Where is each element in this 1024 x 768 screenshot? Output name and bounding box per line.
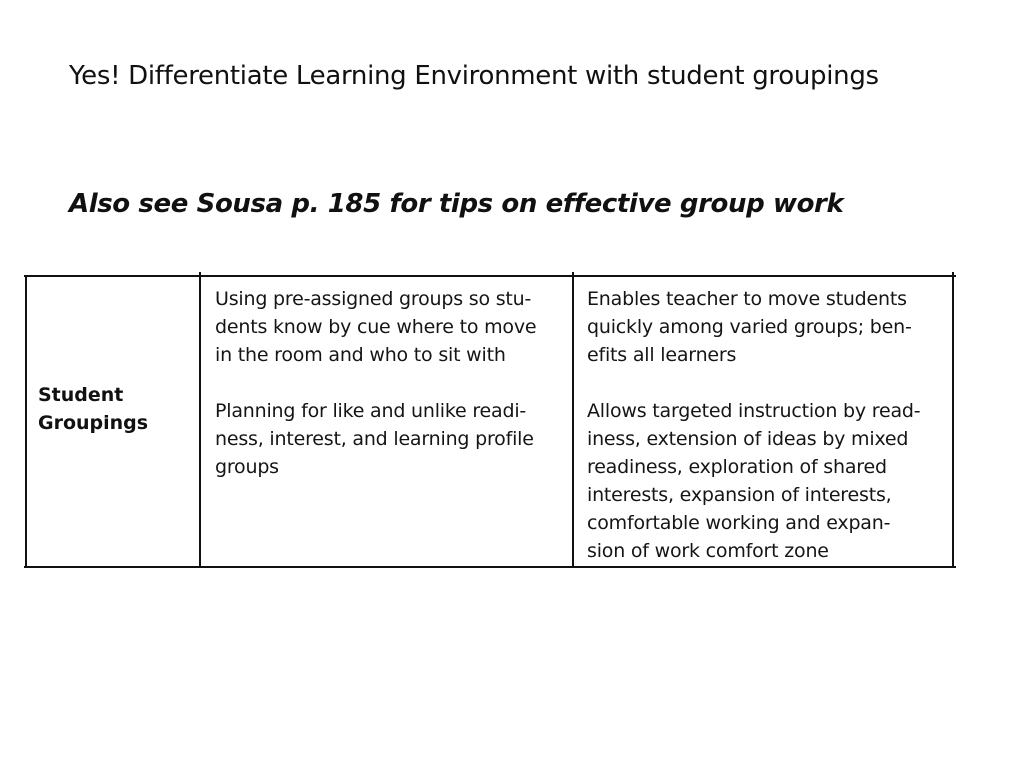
benefit-line: interests, expansion of interests,	[587, 484, 892, 506]
table-top-border	[24, 275, 956, 277]
strategy-line: Planning for like and unlike readi-	[215, 400, 527, 422]
table-column-divider-1	[199, 272, 201, 568]
strategy-line: Using pre-assigned groups so stu-	[215, 288, 532, 310]
table-column-divider-2	[572, 272, 574, 568]
benefit-line: sion of work comfort zone	[587, 540, 829, 562]
benefit-line: iness, extension of ideas by mixed	[587, 428, 909, 450]
strategy-line: in the room and who to sit with	[215, 344, 506, 366]
strategy-cell-2	[215, 397, 565, 481]
benefit-line: comfortable working and expan-	[587, 512, 891, 534]
strategy-cell-1	[215, 285, 565, 369]
row-label-line: Groupings	[38, 412, 149, 434]
slide-subtitle: Also see Sousa p. 185 for tips on effective group work	[69, 189, 844, 219]
table-bottom-border	[24, 566, 956, 568]
benefit-cell-2	[587, 397, 947, 565]
benefit-line: Enables teacher to move students	[587, 288, 907, 310]
strategy-line: ness, interest, and learning profile	[215, 428, 534, 450]
benefit-line: quickly among varied groups; ben-	[587, 316, 912, 338]
benefit-line: efits all learners	[587, 344, 737, 366]
strategy-line: dents know by cue where to move	[215, 316, 537, 338]
row-label-student-groupings	[38, 381, 198, 437]
slide-title: Yes! Differentiate Learning Environment with student groupings	[69, 61, 879, 91]
student-groupings-table	[24, 270, 956, 570]
benefit-line: Allows targeted instruction by read-	[587, 400, 921, 422]
row-label-line: Student	[38, 384, 124, 406]
benefit-line: readiness, exploration of shared	[587, 456, 887, 478]
table-left-border	[25, 275, 27, 568]
strategy-line: groups	[215, 456, 279, 478]
benefit-cell-1	[587, 285, 947, 369]
table-right-border	[952, 272, 954, 568]
